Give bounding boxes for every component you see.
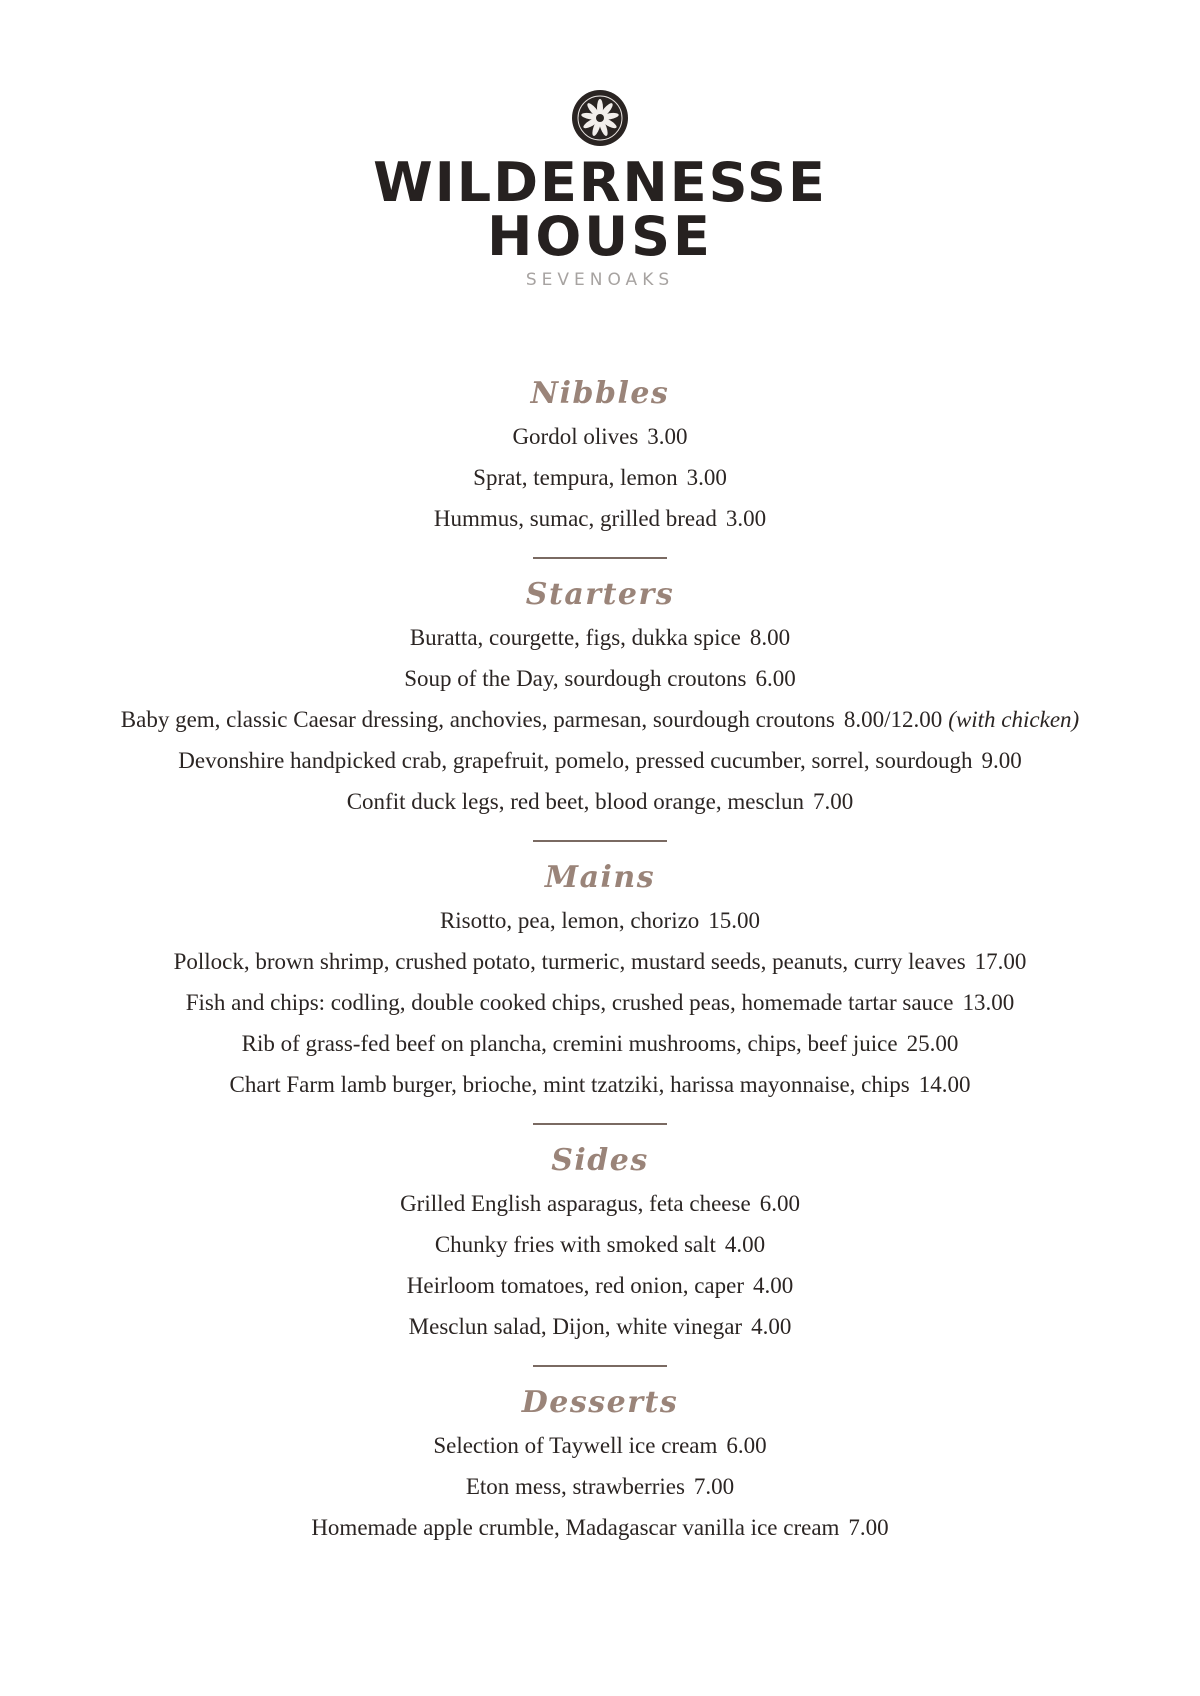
item-price: 14.00 (918, 1072, 971, 1097)
item-price: 3.00 (647, 424, 688, 449)
section-title: Desserts (521, 1385, 679, 1420)
menu-item (0, 658, 1200, 699)
section-sides (0, 1139, 1200, 1347)
item-price: 25.00 (906, 1031, 959, 1056)
item-name: Heirloom tomatoes, red onion, caper (406, 1273, 744, 1298)
menu-item (0, 457, 1200, 498)
menu-item (0, 900, 1200, 941)
section-title: Mains (544, 860, 656, 895)
item-price: 8.00/12.00 (843, 707, 943, 732)
item-price: 6.00 (759, 1191, 800, 1216)
menu-item (0, 1306, 1200, 1347)
section-divider (533, 1123, 667, 1125)
item-price: 15.00 (708, 908, 761, 933)
item-name: Devonshire handpicked crab, grapefruit, pomelo, pressed cucumber, sorrel, sourdough (178, 748, 973, 773)
menu-item (0, 416, 1200, 457)
item-name: Rib of grass-fed beef on plancha, cremini mushrooms, chips, beef juice (241, 1031, 898, 1056)
item-name: Chunky fries with smoked salt (434, 1232, 716, 1257)
section-title: Nibbles (530, 376, 670, 411)
item-name: Gordol olives (512, 424, 639, 449)
item-name: Fish and chips: codling, double cooked chips, crushed peas, homemade tartar sauce (185, 990, 954, 1015)
section-divider (533, 557, 667, 559)
item-name: Chart Farm lamb burger, brioche, mint tzatziki, harissa mayonnaise, chips (229, 1072, 910, 1097)
section-desserts (0, 1381, 1200, 1548)
item-price: 9.00 (981, 748, 1022, 773)
item-name: Eton mess, strawberries (465, 1474, 685, 1499)
item-price: 8.00 (749, 625, 791, 650)
item-price: 3.00 (686, 465, 727, 490)
menu-item (0, 1064, 1200, 1105)
item-name: Buratta, courgette, figs, dukka spice (409, 625, 741, 650)
item-price: 6.00 (726, 1433, 767, 1458)
item-name: Risotto, pea, lemon, chorizo (439, 908, 700, 933)
item-note: (with chicken) (948, 707, 1080, 732)
item-name: Baby gem, classic Caesar dressing, anchovies, parmesan, sourdough croutons (120, 707, 835, 732)
menu-item (0, 740, 1200, 781)
item-price: 7.00 (813, 789, 854, 814)
item-name: Confit duck legs, red beet, blood orange, mesclun (346, 789, 805, 814)
menu-item (0, 1265, 1200, 1306)
section-divider (533, 840, 667, 842)
section-starters (0, 573, 1200, 822)
item-price: 7.00 (848, 1515, 889, 1540)
item-name: Hummus, sumac, grilled bread (433, 506, 717, 531)
logo (0, 88, 1200, 290)
menu-item (0, 1224, 1200, 1265)
logo-location: SEVENOAKS (525, 270, 675, 290)
section-title: Sides (551, 1143, 649, 1178)
item-name: Grilled English asparagus, feta cheese (400, 1191, 751, 1216)
item-price: 3.00 (725, 506, 767, 531)
menu-item (0, 498, 1200, 539)
section-mains (0, 856, 1200, 1105)
menu-item (0, 1183, 1200, 1224)
menu-item (0, 1466, 1200, 1507)
menu-item (0, 781, 1200, 822)
logo-name-line2: HOUSE (487, 205, 713, 268)
menu-item (0, 941, 1200, 982)
menu-item (0, 699, 1200, 740)
item-price: 6.00 (755, 666, 796, 691)
menu-item (0, 1023, 1200, 1064)
lotus-emblem-icon (570, 88, 630, 148)
item-name: Pollock, brown shrimp, crushed potato, turmeric, mustard seeds, peanuts, curry leaves (173, 949, 966, 974)
menu-item (0, 617, 1200, 658)
item-name: Soup of the Day, sourdough croutons (404, 666, 747, 691)
item-price: 17.00 (974, 949, 1027, 974)
item-name: Sprat, tempura, lemon (473, 465, 678, 490)
item-name: Mesclun salad, Dijon, white vinegar (408, 1314, 743, 1339)
item-price: 4.00 (724, 1232, 766, 1257)
item-name: Homemade apple crumble, Madagascar vanilla ice cream (311, 1515, 840, 1540)
item-price: 4.00 (752, 1273, 794, 1298)
section-title: Starters (525, 577, 675, 612)
item-price: 13.00 (962, 990, 1015, 1015)
menu-item (0, 982, 1200, 1023)
logo-name-line1: WILDERNESSE (373, 151, 827, 214)
item-price: 4.00 (751, 1314, 792, 1339)
section-nibbles (0, 372, 1200, 539)
menu (0, 372, 1200, 1548)
section-divider (533, 1365, 667, 1367)
item-price: 7.00 (693, 1474, 735, 1499)
item-name: Selection of Taywell ice cream (433, 1433, 718, 1458)
menu-item (0, 1425, 1200, 1466)
menu-item (0, 1507, 1200, 1548)
